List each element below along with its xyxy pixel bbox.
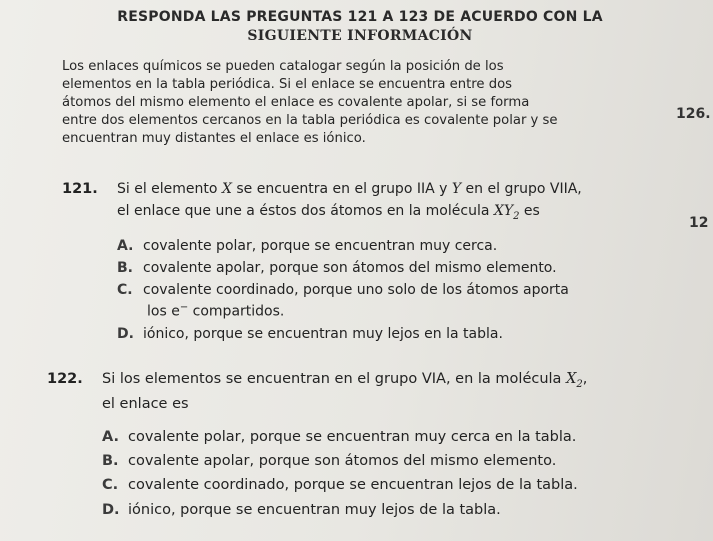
- option-text: covalente apolar, porque son átomos del mismo elemento.: [143, 260, 557, 276]
- molecule-formula: $XY_2$: [493, 203, 520, 222]
- option-letter: C.: [117, 282, 133, 298]
- option-letter: B.: [117, 260, 133, 276]
- question-number: 122.: [47, 371, 83, 387]
- molecule-formula: $X_2$: [566, 371, 583, 390]
- section-header: [80, 8, 640, 46]
- intro-line: átomos del mismo elemento el enlace es covalente apolar, si se forma: [62, 95, 530, 110]
- question-stem-line-2: el enlace que une a éstos dos átomos en la molécula $XY_2$ es: [117, 203, 540, 222]
- option-letter: C.: [102, 477, 119, 493]
- intro-line: elementos en la tabla periódica. Si el enlace se encuentra entre dos: [62, 77, 513, 92]
- option-text: covalente coordinado, porque se encuentran lejos de la tabla.: [128, 477, 578, 493]
- option-text: iónico, porque se encuentran muy lejos en la tabla.: [143, 326, 503, 342]
- option-letter: D.: [102, 502, 120, 518]
- question-stem-line-1: Si los elementos se encuentran en el grupo VIA, en la molécula $X_2$,: [102, 371, 588, 390]
- intro-paragraph: [62, 58, 636, 148]
- intro-line: entre dos elementos cercanos en la tabla periódica es covalente polar y se: [62, 113, 558, 128]
- option-c[interactable]: [117, 280, 569, 300]
- option-a[interactable]: [102, 427, 576, 447]
- option-d[interactable]: [117, 324, 503, 344]
- question-stem-line-1: Si el elemento X se encuentra en el grupo IIA y Y en el grupo VIIA,: [117, 181, 582, 197]
- option-letter: A.: [117, 238, 134, 254]
- option-text: covalente polar, porque se encuentran muy cerca en la tabla.: [128, 429, 577, 445]
- side-question-number-127: 12: [689, 215, 709, 231]
- header-line-2: SIGUIENTE INFORMACIÓN: [247, 28, 473, 44]
- option-text: covalente coordinado, porque uno solo de los átomos aporta: [143, 282, 569, 298]
- option-text: iónico, porque se encuentran muy lejos de la tabla.: [128, 502, 501, 518]
- side-question-number-126: 126.: [676, 106, 711, 122]
- option-text: covalente polar, porque se encuentran muy cerca.: [143, 238, 498, 254]
- intro-line: Los enlaces químicos se pueden catalogar según la posición de los: [62, 59, 504, 74]
- option-letter: A.: [102, 429, 119, 445]
- intro-line: encuentran muy distantes el enlace es iónico.: [62, 131, 366, 146]
- option-letter: D.: [117, 326, 134, 342]
- option-c-continuation: los e− compartidos.: [147, 302, 285, 320]
- option-a[interactable]: [117, 236, 497, 256]
- variable-x: X: [221, 181, 232, 197]
- question-stem-line-2: el enlace es: [102, 396, 189, 412]
- option-text: covalente apolar, porque son átomos del mismo elemento.: [128, 453, 557, 469]
- option-c[interactable]: [102, 475, 578, 495]
- variable-y: Y: [451, 181, 462, 197]
- option-b[interactable]: [102, 451, 556, 471]
- option-d[interactable]: [102, 500, 501, 520]
- option-letter: B.: [102, 453, 119, 469]
- option-b[interactable]: [117, 258, 557, 278]
- question-number: 121.: [62, 181, 98, 197]
- header-line-1: RESPONDA LAS PREGUNTAS 121 A 123 DE ACUERDO CON LA: [117, 9, 603, 25]
